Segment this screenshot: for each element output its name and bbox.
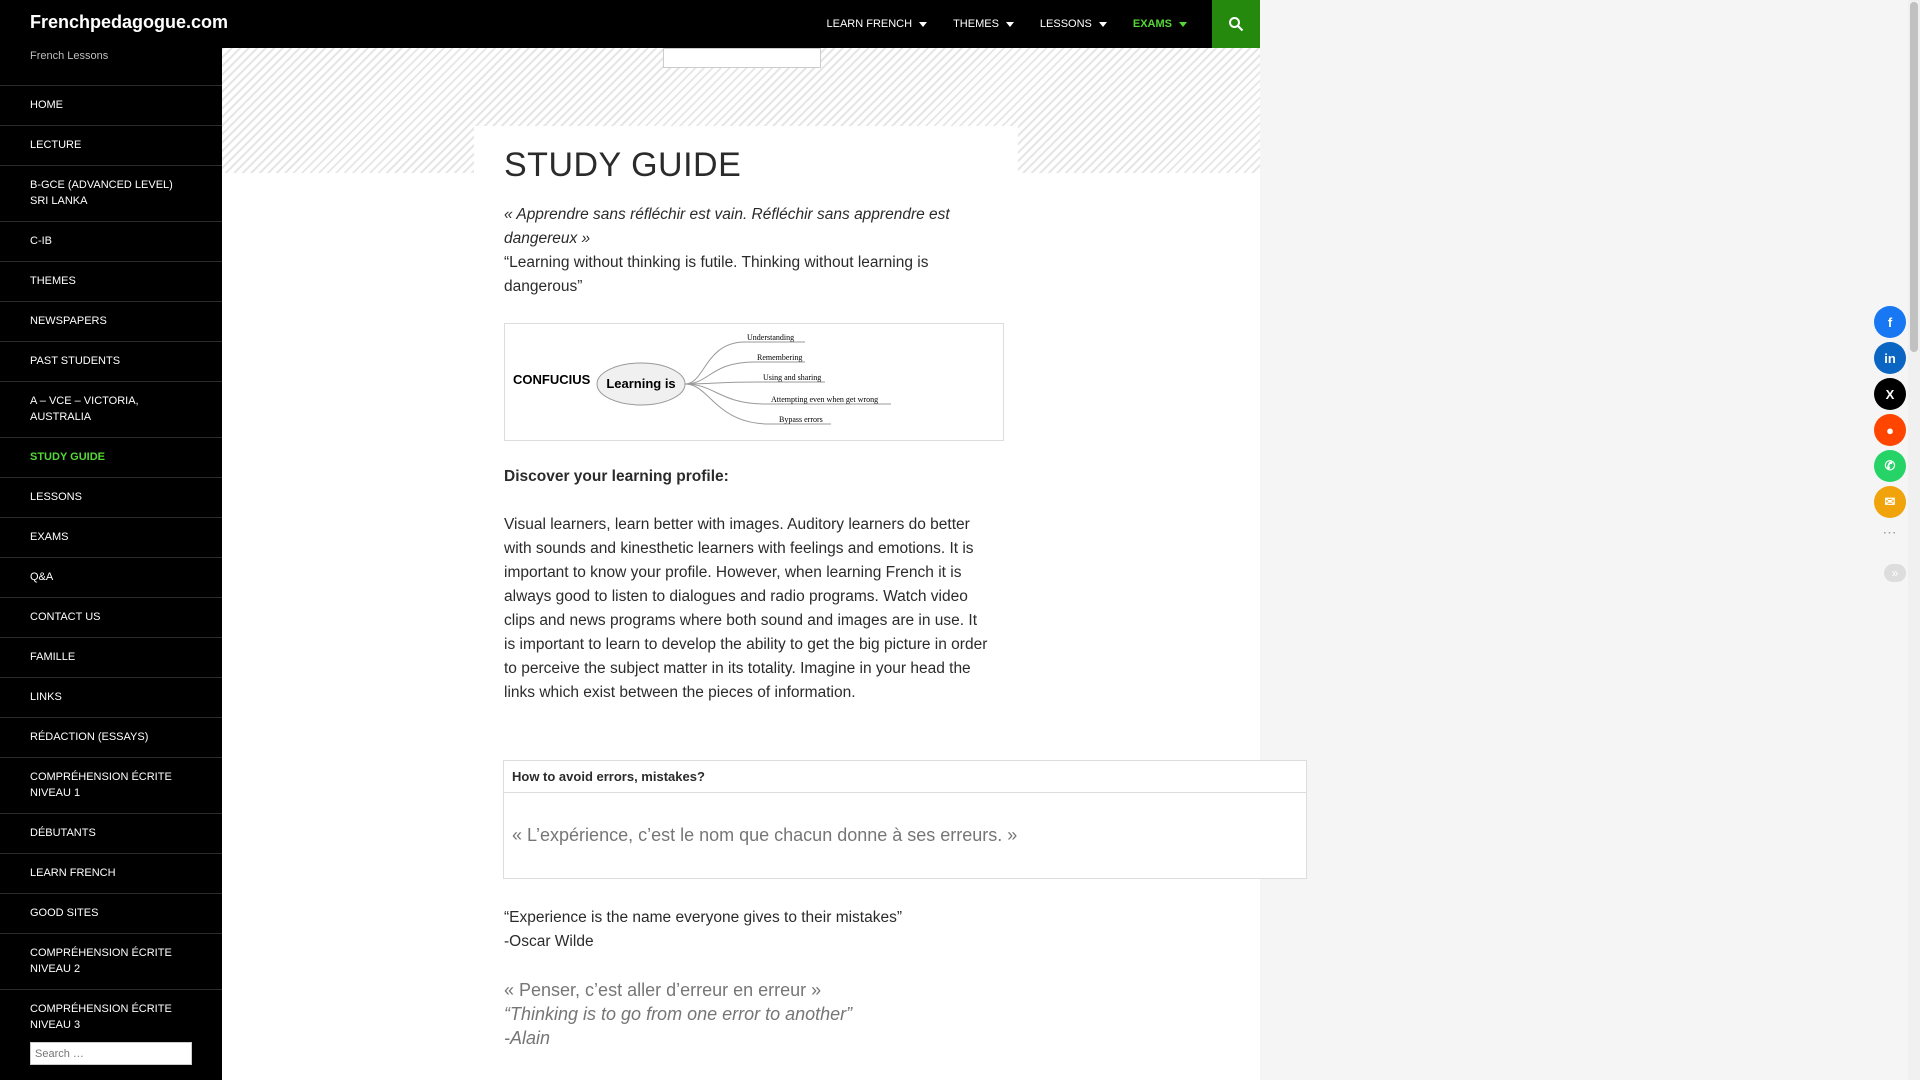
sidebar-item[interactable]: PAST STUDENTS [0, 341, 222, 381]
chevron-down-icon [1099, 22, 1107, 27]
nav-label: LEARN FRENCH [826, 18, 913, 30]
table-heading: How to avoid errors, mistakes? [504, 761, 1306, 793]
chevron-down-icon [1006, 22, 1014, 27]
nav-label: EXAMS [1132, 18, 1172, 30]
sidebar-item[interactable]: COMPRÉHENSION ÉCRITE NIVEAU 1 [0, 757, 222, 813]
mindmap-diagram [505, 324, 1005, 442]
sidebar-item[interactable]: THEMES [0, 261, 222, 301]
sidebar-item[interactable]: A – VCE – VICTORIA, AUSTRALIA [0, 381, 222, 437]
reddit-share-button[interactable] [1874, 414, 1906, 446]
share-bar [1874, 306, 1906, 541]
email-share-button[interactable] [1874, 486, 1906, 518]
whatsapp-share-button[interactable] [1874, 450, 1906, 482]
main-content [222, 48, 1260, 1080]
sidebar-item[interactable]: RÉDACTION (ESSAYS) [0, 717, 222, 757]
sidebar-item[interactable]: EXAMS [0, 517, 222, 557]
nav-lessons[interactable] [1027, 0, 1120, 48]
chevron-down-icon [1179, 22, 1187, 27]
scrollbar-thumb[interactable] [1910, 2, 1918, 352]
sidebar-item[interactable]: DÉBUTANTS [0, 813, 222, 853]
nav-exams[interactable] [1120, 0, 1200, 48]
x-icon: X [1885, 386, 1895, 402]
mindmap-branch: Using and sharing [763, 373, 822, 382]
whatsapp-icon: ✆ [1884, 458, 1896, 473]
wilde-author: -Oscar Wilde [504, 933, 594, 950]
page-title: STUDY GUIDE [504, 146, 742, 184]
share-collapse-button[interactable]: » [1884, 564, 1906, 582]
sidebar-item[interactable]: GOOD SITES [0, 893, 222, 933]
sidebar-item[interactable]: LINKS [0, 677, 222, 717]
quote-english: “Learning without thinking is futile. Thinking without learning is dangerous” [504, 254, 929, 295]
sidebar-item[interactable]: COMPRÉHENSION ÉCRITE NIVEAU 3 [0, 989, 222, 1045]
sidebar-item[interactable]: Q&A [0, 557, 222, 597]
sidebar-item[interactable]: LECTURE [0, 125, 222, 165]
sidebar [0, 48, 222, 1080]
table-quote: « L’expérience, c’est le nom que chacun donne à ses erreurs. » [512, 825, 1018, 845]
sidebar-item[interactable]: COMPRÉHENSION ÉCRITE NIVEAU 2 [0, 933, 222, 989]
linkedin-icon: in [1884, 350, 1896, 366]
mindmap-branch: Bypass errors [779, 415, 823, 424]
discover-heading: Discover your learning profile: [504, 468, 729, 485]
reddit-icon: ● [1886, 422, 1894, 438]
wilde-quote: “Experience is the name everyone gives to their mistakes” [504, 909, 903, 926]
facebook-icon: f [1887, 314, 1893, 330]
mindmap-center: Learning is [606, 376, 676, 391]
mindmap-author: CONFUCIUS [513, 372, 591, 387]
sidebar-item[interactable]: NEWSPAPERS [0, 301, 222, 341]
article [474, 126, 1018, 725]
email-icon: ✉ [1884, 494, 1896, 509]
quote-table [503, 760, 1307, 879]
site-title[interactable]: Frenchpedagogue.com [30, 12, 229, 32]
sidebar-item[interactable]: HOME [0, 85, 222, 125]
chevron-down-icon [919, 22, 927, 27]
linkedin-share-button[interactable] [1874, 342, 1906, 374]
sidebar-item[interactable]: LEARN FRENCH [0, 853, 222, 893]
search-icon [1228, 16, 1244, 32]
mindmap-branch: Attempting even when get wrong [771, 395, 879, 404]
search-toggle-button[interactable] [1212, 0, 1260, 48]
alain-quote-english: “Thinking is to go from one error to another” [504, 1004, 853, 1024]
sidebar-item[interactable]: B-GCE (ADVANCED LEVEL) SRI LANKA [0, 165, 222, 221]
site-header [0, 0, 1260, 48]
facebook-share-button[interactable] [1874, 306, 1906, 338]
top-navigation [813, 0, 1200, 48]
article-body: Visual learners, learn better with images. Auditory learners do better with sounds and kinesthetic learners with feelings and emotions. It is important to know your profile. However, when learning French it is always good to listen to dialogues and radio programs. Watch video clips and news programs where both sound and images are in use. It is important to learn to develop the ability to get the big picture in order to perceive the subject matter in its totality. Imagine in your head the links which exist between the pieces of information. [504, 516, 988, 701]
nav-label: THEMES [953, 18, 999, 30]
share-more-button[interactable]: ⋯ [1882, 524, 1898, 540]
nav-label: LESSONS [1039, 18, 1092, 30]
site-description: French Lessons [30, 50, 109, 62]
sidebar-item[interactable]: LESSONS [0, 477, 222, 517]
sidebar-item[interactable]: FAMILLE [0, 637, 222, 677]
confucius-mindmap [504, 323, 1004, 441]
featured-image [663, 48, 821, 68]
x-share-button[interactable] [1874, 378, 1906, 410]
sidebar-item[interactable]: C-IB [0, 221, 222, 261]
alain-quote-french: « Penser, c’est aller d’erreur en erreur » [504, 980, 822, 1000]
sidebar-menu [0, 85, 222, 1045]
mindmap-branch: Understanding [747, 333, 795, 342]
alain-author: -Alain [504, 1028, 551, 1048]
nav-learn-french[interactable] [813, 0, 940, 48]
sidebar-item[interactable]: STUDY GUIDE [0, 437, 222, 477]
scrollbar[interactable] [1908, 0, 1920, 1080]
mindmap-branch: Remembering [757, 353, 803, 362]
search-input[interactable] [30, 1042, 192, 1065]
quote-french: « Apprendre sans réfléchir est vain. Réfléchir sans apprendre est dangereux » [504, 206, 950, 247]
sidebar-item[interactable]: CONTACT US [0, 597, 222, 637]
closing-quotes [504, 906, 1004, 1050]
nav-themes[interactable] [940, 0, 1027, 48]
